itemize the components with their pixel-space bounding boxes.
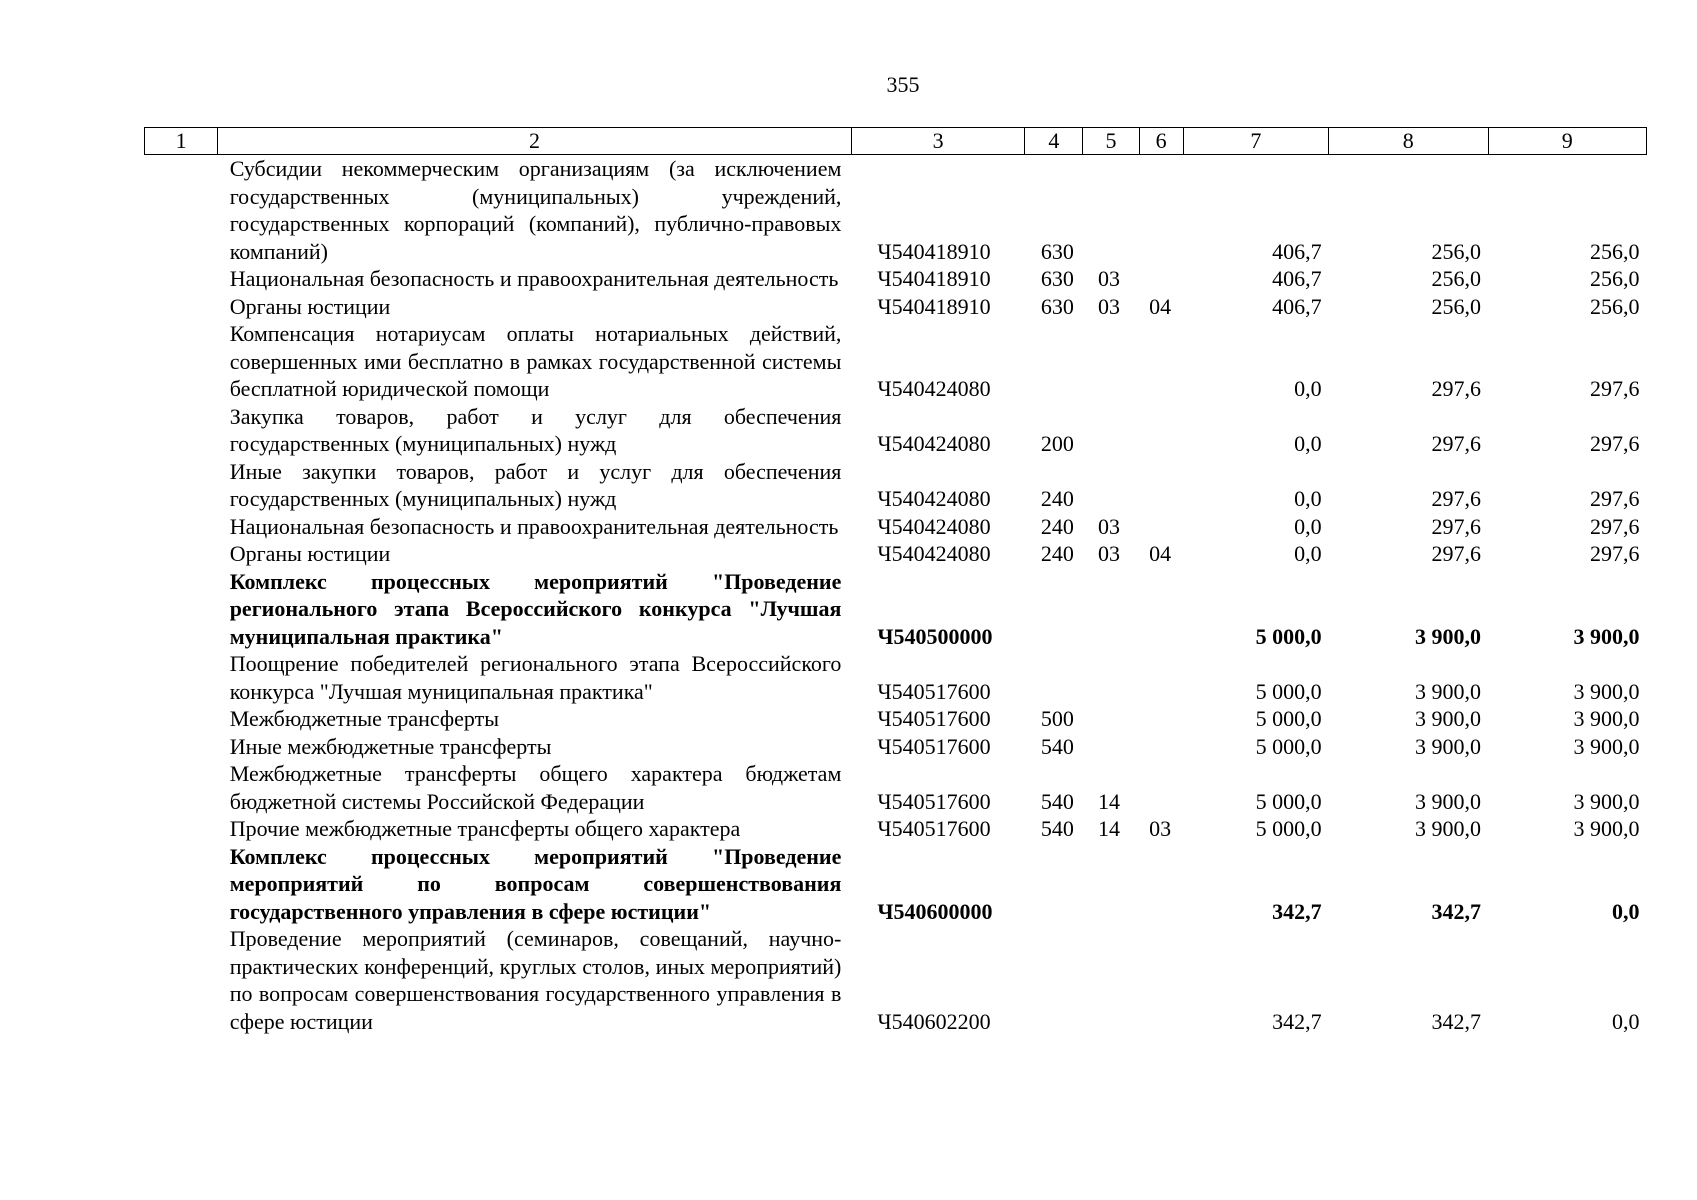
- amount-col9: 256,0: [1590, 238, 1640, 264]
- amount-col9: 3 900,0: [1573, 678, 1640, 704]
- amount-col8: 256,0: [1431, 238, 1482, 264]
- section-code: [1083, 650, 1139, 705]
- expense-type-code: 240: [1040, 541, 1074, 566]
- subsection-code: 03: [1149, 816, 1172, 841]
- row-name: Комплекс процессных мероприятий "Проведение мероприятий по вопросам совершенствования государственного управления в сфере юстиции": [229, 843, 842, 924]
- target-article-code: Ч540517600: [877, 816, 991, 841]
- expense-type-code: 200: [1040, 431, 1074, 456]
- amount-col9: 0,0: [1612, 898, 1640, 924]
- amount-col8: 297,6: [1431, 513, 1482, 539]
- column-header-9: 9: [1488, 128, 1646, 155]
- section-code: [1083, 568, 1139, 651]
- expense-type-code: 540: [1040, 788, 1074, 814]
- section-code: 14: [1097, 788, 1120, 814]
- amount-col8: 256,0: [1431, 266, 1482, 291]
- cell-col1: [145, 760, 218, 815]
- table-row: [145, 568, 1647, 651]
- subsection-code: [1139, 403, 1183, 458]
- table-row: [145, 293, 1647, 321]
- amount-col7: 406,7: [1272, 293, 1322, 319]
- cell-col1: [145, 815, 218, 843]
- subsection-code: [1139, 458, 1183, 513]
- column-number-row: [145, 128, 1647, 155]
- row-name: Национальная безопасность и правоохранительная деятельность: [229, 266, 839, 291]
- amount-col7: 406,7: [1272, 238, 1322, 264]
- amount-col7: 0,0: [1294, 431, 1322, 456]
- amount-col9: 3 900,0: [1573, 706, 1640, 731]
- amount-col9: 297,6: [1590, 513, 1640, 539]
- budget-table: [144, 127, 1647, 1035]
- amount-col9: 3 900,0: [1573, 816, 1640, 841]
- row-name: Национальная безопасность и правоохранительная деятельность: [229, 513, 839, 539]
- target-article-code: Ч540418910: [877, 266, 991, 291]
- amount-col7: 5 000,0: [1255, 678, 1322, 704]
- cell-col1: [145, 843, 218, 926]
- cell-col1: [145, 458, 218, 513]
- cell-col1: [145, 733, 218, 761]
- column-header-3: 3: [851, 128, 1024, 155]
- cell-col1: [145, 650, 218, 705]
- amount-col8: 3 900,0: [1415, 733, 1482, 759]
- cell-col1: [145, 403, 218, 458]
- amount-col9: 3 900,0: [1573, 733, 1640, 759]
- subsection-code: [1139, 843, 1183, 926]
- table-row: [145, 815, 1647, 843]
- amount-col9: 0,0: [1612, 1008, 1640, 1034]
- expense-type-code: 540: [1040, 733, 1074, 759]
- cell-col1: [145, 293, 218, 321]
- section-code: [1083, 925, 1139, 1035]
- target-article-code: Ч540517600: [877, 788, 991, 814]
- expense-type-code: 630: [1040, 238, 1074, 264]
- amount-col8: 297,6: [1431, 431, 1482, 456]
- cell-col1: [145, 320, 218, 403]
- subsection-code: [1139, 733, 1183, 761]
- target-article-code: Ч540500000: [877, 623, 993, 649]
- amount-col7: 5 000,0: [1255, 623, 1322, 649]
- column-header-8: 8: [1329, 128, 1488, 155]
- amount-col7: 0,0: [1294, 376, 1322, 401]
- table-row: [145, 650, 1647, 705]
- subsection-code: [1139, 925, 1183, 1035]
- amount-col7: 5 000,0: [1255, 816, 1322, 841]
- cell-col1: [145, 513, 218, 541]
- section-code: [1083, 705, 1139, 733]
- amount-col8: 297,6: [1431, 376, 1482, 401]
- amount-col9: 3 900,0: [1573, 788, 1640, 814]
- cell-col1: [145, 925, 218, 1035]
- table-row: [145, 513, 1647, 541]
- amount-col8: 342,7: [1431, 898, 1482, 924]
- amount-col7: 342,7: [1272, 1008, 1322, 1034]
- expense-type-code: [1025, 650, 1083, 705]
- target-article-code: Ч540517600: [877, 678, 991, 704]
- subsection-code: [1139, 568, 1183, 651]
- row-name: Прочие межбюджетные трансферты общего характера: [229, 816, 741, 841]
- row-name: Иные закупки товаров, работ и услуг для обеспечения государственных (муниципальных) нужд: [229, 458, 842, 511]
- amount-col9: 256,0: [1590, 266, 1640, 291]
- amount-col7: 5 000,0: [1255, 788, 1322, 814]
- target-article-code: Ч540418910: [877, 293, 991, 319]
- cell-col1: [145, 705, 218, 733]
- amount-col8: 256,0: [1431, 293, 1482, 319]
- amount-col7: 0,0: [1294, 486, 1322, 511]
- target-article-code: Ч540424080: [877, 541, 991, 566]
- amount-col9: 3 900,0: [1573, 623, 1640, 649]
- expense-type-code: 240: [1040, 486, 1074, 511]
- column-header-2: 2: [218, 128, 852, 155]
- target-article-code: Ч540418910: [877, 238, 991, 264]
- amount-col7: 0,0: [1294, 513, 1322, 539]
- amount-col9: 297,6: [1590, 431, 1640, 456]
- row-name: Субсидии некоммерческим организациям (за исключением государственных (муниципальных) учреждений, государственных корпораций (компаний), публично-правовых компаний): [229, 156, 842, 264]
- target-article-code: Ч540600000: [877, 898, 993, 924]
- target-article-code: Ч540424080: [877, 513, 991, 539]
- row-name: Органы юстиции: [229, 293, 391, 319]
- amount-col9: 297,6: [1590, 486, 1640, 511]
- target-article-code: Ч540424080: [877, 486, 991, 511]
- target-article-code: Ч540517600: [877, 733, 991, 759]
- expense-type-code: [1025, 320, 1083, 403]
- expense-type-code: 630: [1040, 293, 1074, 319]
- cell-col1: [145, 155, 218, 266]
- cell-col1: [145, 265, 218, 293]
- table-row: [145, 925, 1647, 1035]
- subsection-code: [1139, 760, 1183, 815]
- section-code: [1083, 733, 1139, 761]
- row-name: Проведение мероприятий (семинаров, совещаний, научно-практических конференций, круглых столов, иных мероприятий) по вопросам совершенствования государственного управления в сфере юстиции: [229, 926, 842, 1034]
- row-name: Закупка товаров, работ и услуг для обеспечения государственных (муниципальных) нужд: [229, 403, 842, 456]
- section-code: [1083, 403, 1139, 458]
- column-header-5: 5: [1083, 128, 1139, 155]
- section-code: 14: [1097, 816, 1120, 841]
- subsection-code: [1139, 265, 1183, 293]
- row-name: Иные межбюджетные трансферты: [229, 733, 552, 759]
- table-row: [145, 155, 1647, 266]
- amount-col9: 297,6: [1590, 541, 1640, 566]
- section-code: 03: [1097, 513, 1120, 539]
- section-code: [1083, 155, 1139, 266]
- table-row: [145, 540, 1647, 568]
- amount-col8: 3 900,0: [1415, 706, 1482, 731]
- section-code: 03: [1097, 266, 1120, 291]
- amount-col8: 3 900,0: [1415, 788, 1482, 814]
- amount-col8: 3 900,0: [1415, 623, 1482, 649]
- expense-type-code: 500: [1040, 706, 1074, 731]
- table-row: [145, 733, 1647, 761]
- subsection-code: 04: [1149, 293, 1172, 319]
- table-row: [145, 265, 1647, 293]
- amount-col7: 5 000,0: [1255, 706, 1322, 731]
- table-row: [145, 458, 1647, 513]
- section-code: 03: [1097, 541, 1120, 566]
- subsection-code: [1139, 155, 1183, 266]
- amount-col7: 406,7: [1272, 266, 1322, 291]
- table-row: [145, 760, 1647, 815]
- amount-col8: 297,6: [1431, 486, 1482, 511]
- subsection-code: [1139, 650, 1183, 705]
- cell-col1: [145, 568, 218, 651]
- page-number: 355: [886, 72, 920, 97]
- section-code: [1083, 458, 1139, 513]
- column-header-6: 6: [1139, 128, 1183, 155]
- amount-col8: 3 900,0: [1415, 678, 1482, 704]
- row-name: Компенсация нотариусам оплаты нотариальных действий, совершенных ими бесплатно в рамках государственной системы бесплатной юридической помощи: [229, 321, 842, 401]
- row-name: Межбюджетные трансферты общего характера бюджетам бюджетной системы Российской Федерации: [229, 761, 842, 814]
- target-article-code: Ч540424080: [877, 431, 991, 456]
- column-header-7: 7: [1183, 128, 1328, 155]
- column-header-4: 4: [1025, 128, 1083, 155]
- column-header-1: 1: [145, 128, 218, 155]
- cell-col1: [145, 540, 218, 568]
- row-name: Поощрение победителей регионального этапа Всероссийского конкурса "Лучшая муниципальная практика": [229, 651, 842, 704]
- amount-col7: 5 000,0: [1255, 733, 1322, 759]
- section-code: [1083, 843, 1139, 926]
- section-code: 03: [1097, 293, 1120, 319]
- table-row: [145, 403, 1647, 458]
- table-row: [145, 320, 1647, 403]
- target-article-code: Ч540517600: [877, 706, 991, 731]
- expense-type-code: 540: [1040, 816, 1074, 841]
- section-code: [1083, 320, 1139, 403]
- amount-col8: 297,6: [1431, 541, 1482, 566]
- target-article-code: Ч540602200: [877, 1008, 991, 1034]
- row-name: Органы юстиции: [229, 541, 391, 566]
- subsection-code: [1139, 513, 1183, 541]
- amount-col7: 342,7: [1272, 898, 1322, 924]
- subsection-code: [1139, 705, 1183, 733]
- subsection-code: 04: [1149, 541, 1172, 566]
- row-name: Комплекс процессных мероприятий "Проведение регионального этапа Всероссийского конкурса "Лучшая муниципальная практика": [229, 568, 842, 649]
- expense-type-code: [1025, 568, 1083, 651]
- table-row: [145, 843, 1647, 926]
- expense-type-code: 630: [1040, 266, 1074, 291]
- table-row: [145, 705, 1647, 733]
- row-name: Межбюджетные трансферты: [229, 706, 500, 731]
- expense-type-code: [1025, 843, 1083, 926]
- amount-col9: 256,0: [1590, 293, 1640, 319]
- expense-type-code: [1025, 925, 1083, 1035]
- amount-col8: 342,7: [1431, 1008, 1482, 1034]
- amount-col7: 0,0: [1294, 541, 1322, 566]
- target-article-code: Ч540424080: [877, 376, 991, 401]
- amount-col9: 297,6: [1590, 376, 1640, 401]
- amount-col8: 3 900,0: [1415, 816, 1482, 841]
- expense-type-code: 240: [1040, 513, 1074, 539]
- subsection-code: [1139, 320, 1183, 403]
- table-body: [145, 155, 1647, 1036]
